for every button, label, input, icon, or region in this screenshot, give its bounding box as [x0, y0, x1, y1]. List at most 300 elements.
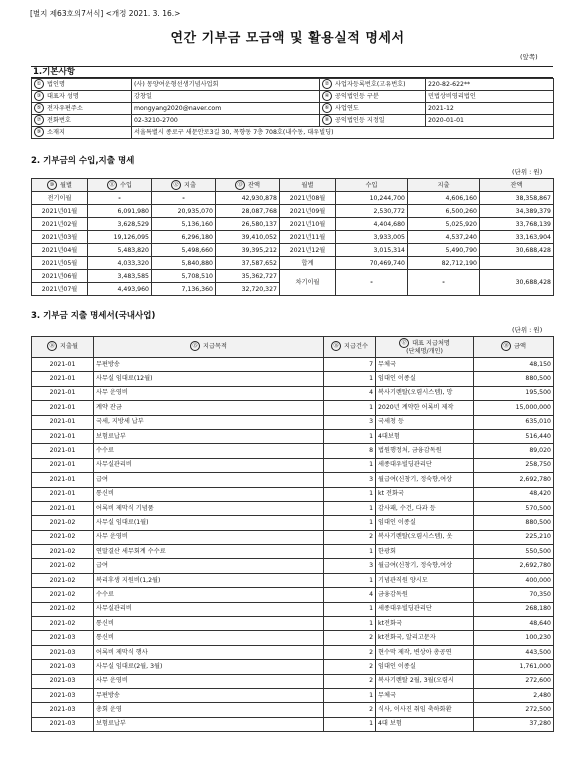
expense-purpose-text: 복리후생 지원비(1,2월) [96, 576, 161, 584]
expense-row [32, 473, 554, 487]
col-header-sub: (단체명/개인) [406, 348, 443, 355]
income-cell-text: 5,483,820 [117, 246, 149, 254]
month-cell-text: 2021년05월 [41, 259, 78, 267]
balance-cell [480, 205, 554, 218]
basic-info-row [32, 127, 554, 139]
expense-recipient-text: 4대보험 [378, 432, 400, 440]
expense-recipient [376, 501, 474, 515]
expense-purpose [94, 415, 324, 429]
basic-info-table [31, 78, 554, 139]
expense-purpose [94, 487, 324, 501]
field-value [426, 91, 554, 103]
expense-row [32, 559, 554, 573]
month-cell-text: 2021년04월 [41, 246, 78, 254]
expense-row [32, 444, 554, 458]
expense-amount [474, 458, 554, 472]
expense-recipient-text: 국세청 등 [378, 418, 404, 426]
expense-month-text: 2021-03 [49, 706, 76, 714]
income-cell [88, 192, 152, 205]
balance-cell-text: 37,587,652 [241, 259, 277, 267]
expense-cell-text: 5,136,160 [181, 220, 213, 228]
expense-purpose-text: 총회 운영 [96, 706, 122, 714]
expense-cell [152, 205, 216, 218]
expense-recipient-text: 세종대우빌딩관리단 [378, 605, 432, 613]
expense-month-text: 2021-01 [49, 375, 76, 383]
expense-recipient-text: kt전화국, 알리고문자 [378, 634, 436, 642]
expense-cell [152, 192, 216, 205]
expense-cell-text: 6,296,180 [181, 233, 213, 241]
expense-count-text: 1 [369, 691, 373, 699]
expense-row [32, 588, 554, 602]
field-value [426, 103, 554, 115]
col-header [32, 337, 94, 358]
expense-month [32, 386, 94, 400]
income-cell-text: 70,469,740 [369, 259, 405, 267]
expense-recipient [376, 458, 474, 472]
carry-balance-text: 30,688,428 [515, 279, 551, 286]
expense-amount [474, 501, 554, 515]
expense-month-text: 2021-02 [49, 518, 76, 526]
expense-amount [474, 473, 554, 487]
expense-count [324, 559, 376, 573]
expense-purpose-text: 통신비 [96, 490, 114, 498]
month-row [32, 231, 554, 244]
month-cell-text: 2021년08월 [289, 194, 326, 202]
expense-recipient-text: 복사기렌탈(오렴시스템), 옷 [378, 533, 453, 541]
section-income-unit: (단위 : 원) [512, 168, 543, 176]
expense-recipient [376, 444, 474, 458]
expense-count [324, 588, 376, 602]
expense-month-text: 2021-01 [49, 432, 76, 440]
expense-recipient [376, 372, 474, 386]
expense-recipient-text: 월급여(신창기, 정숙향,여상 [378, 475, 453, 483]
expense-count-text: 1 [369, 605, 373, 613]
balance-cell [480, 218, 554, 231]
expense-amount [474, 444, 554, 458]
expense-amount-text: 272,600 [525, 677, 551, 685]
expense-row [32, 573, 554, 587]
expense-amount-text: 268,180 [525, 605, 551, 613]
expense-row [32, 501, 554, 515]
balance-cell [480, 257, 554, 270]
expense-amount [474, 487, 554, 501]
expense-count [324, 358, 376, 372]
balance-cell-text: 32,720,327 [241, 285, 277, 293]
expense-cell [408, 218, 480, 231]
expense-month [32, 530, 94, 544]
expense-recipient [376, 559, 474, 573]
expense-purpose [94, 530, 324, 544]
page-side: (앞쪽) [520, 53, 538, 61]
month-row [32, 205, 554, 218]
month-cell-text: 2021년12월 [289, 246, 326, 254]
balance-cell-text: 34,389,379 [515, 207, 551, 215]
expense-count [324, 717, 376, 731]
balance-cell [216, 192, 280, 205]
income-cell-text: 4,033,320 [117, 259, 149, 267]
expense-recipient-text: 무체국 [378, 691, 396, 699]
expense-purpose [94, 372, 324, 386]
expense-month-text: 2021-03 [49, 720, 76, 728]
expense-recipient-text: 월급여(신창기, 정숙향,여상 [378, 562, 453, 570]
item-number-badge: ⑧ [322, 115, 332, 125]
expense-amount [474, 372, 554, 386]
expense-month [32, 487, 94, 501]
expense-amount [474, 602, 554, 616]
expense-purpose-text: 급여 [96, 562, 108, 570]
month-cell [32, 218, 88, 231]
item-number-badge: ⑨ [34, 127, 44, 137]
item-number-badge: ⑭ [47, 341, 57, 351]
income-cell-text: 4,493,960 [117, 285, 149, 293]
col-header [480, 179, 554, 192]
expense-purpose-text: 어록비 제막식 행사 [96, 648, 148, 656]
expense-amount-text: 443,500 [525, 648, 551, 656]
item-number-badge: ⑤ [34, 103, 44, 113]
expense-purpose-text: 통신비 [96, 634, 114, 642]
section-expense-title: 3. 기부금 지출 명세서(국내사업) [31, 311, 156, 321]
expense-month [32, 401, 94, 415]
field-value [132, 127, 554, 139]
expense-count-text: 2 [369, 634, 373, 642]
expense-month [32, 631, 94, 645]
expense-recipient-text: 감사패, 수건, 다과 등 [378, 504, 436, 512]
carry-income-text: - [370, 279, 373, 286]
expense-purpose [94, 545, 324, 559]
expense-month-text: 2021-02 [49, 605, 76, 613]
expense-recipient-text: 임대인 이종실 [378, 518, 416, 526]
expense-amount [474, 674, 554, 688]
expense-count [324, 401, 376, 415]
balance-cell [480, 192, 554, 205]
expense-purpose-text: 수수료 [96, 447, 114, 455]
expense-count-text: 1 [369, 504, 373, 512]
expense-recipient-text: 법원행정처, 금융감독원 [378, 447, 442, 455]
expense-purpose [94, 660, 324, 674]
income-cell [88, 283, 152, 296]
expense-row [32, 429, 554, 443]
expense-amount [474, 401, 554, 415]
carry-income [336, 270, 408, 296]
expense-month-text: 2021-01 [49, 475, 76, 483]
expense-count [324, 674, 376, 688]
expense-month [32, 458, 94, 472]
month-cell [280, 257, 336, 270]
expense-purpose-text: 사무 운영비 [96, 533, 128, 541]
expense-amount-text: 570,500 [525, 504, 551, 512]
expense-recipient-text: 임대인 이종실 [378, 662, 416, 670]
expense-count [324, 617, 376, 631]
expense-month-text: 2021-03 [49, 662, 76, 670]
expense-month [32, 501, 94, 515]
expense-row [32, 631, 554, 645]
expense-month [32, 688, 94, 702]
balance-cell [216, 283, 280, 296]
month-cell-text: 2021년02월 [41, 220, 78, 228]
expense-purpose-text: 국세, 지방세 납부 [96, 418, 144, 426]
expense-cell [152, 218, 216, 231]
income-cell [88, 205, 152, 218]
balance-cell [216, 231, 280, 244]
expense-month-text: 2021-01 [49, 360, 76, 368]
expense-month-text: 2021-02 [49, 619, 76, 627]
expense-recipient [376, 401, 474, 415]
col-header-text: 지출 [437, 181, 450, 189]
expense-count-text: 3 [369, 418, 373, 426]
expense-amount [474, 645, 554, 659]
expense-count-text: 3 [369, 475, 373, 483]
expense-amount-text: 2,692,780 [519, 475, 551, 483]
expense-count-text: 1 [369, 490, 373, 498]
expense-count [324, 573, 376, 587]
expense-amount [474, 617, 554, 631]
expense-amount-text: 272,500 [525, 706, 551, 714]
expense-purpose [94, 429, 324, 443]
expense-row [32, 545, 554, 559]
expense-purpose [94, 516, 324, 530]
expense-purpose [94, 473, 324, 487]
expense-purpose-text: 사무 운영비 [96, 389, 128, 397]
expense-cell [408, 205, 480, 218]
expense-recipient [376, 415, 474, 429]
expense-purpose [94, 386, 324, 400]
expense-cell-text: 20,935,070 [177, 207, 213, 215]
expense-row [32, 688, 554, 702]
expense-purpose-text: 급여 [96, 475, 108, 483]
col-header [408, 179, 480, 192]
field-value [132, 79, 320, 91]
expense-cell-text: 4,606,160 [445, 194, 477, 202]
expense-cell-text: 5,708,510 [181, 272, 213, 280]
item-number-badge: ① [34, 79, 44, 89]
expense-amount-text: 550,500 [525, 547, 551, 555]
expense-month [32, 674, 94, 688]
item-number-badge: ④ [322, 91, 332, 101]
expense-recipient-text: kt 전화국 [378, 490, 404, 498]
expense-count [324, 660, 376, 674]
expense-recipient-text: kt전화국 [378, 619, 402, 627]
expense-month-text: 2021-01 [49, 403, 76, 411]
expense-recipient-text: 세종대우빌딩관리단 [378, 461, 432, 469]
income-cell [88, 218, 152, 231]
col-header [88, 179, 152, 192]
expense-row [32, 386, 554, 400]
item-number-badge: ⑬ [235, 180, 245, 190]
month-cell-text: 2021년10월 [289, 220, 326, 228]
expense-cell [152, 257, 216, 270]
item-number-badge: ② [322, 79, 332, 89]
col-header [32, 179, 88, 192]
basic-info-row [32, 79, 554, 91]
expense-amount [474, 516, 554, 530]
expense-recipient [376, 688, 474, 702]
field-label [320, 79, 426, 91]
expense-row [32, 372, 554, 386]
expense-month-text: 2021-02 [49, 590, 76, 598]
expense-amount-text: 400,000 [525, 576, 551, 584]
field-value [132, 115, 320, 127]
income-cell [336, 231, 408, 244]
expense-month [32, 415, 94, 429]
expense-count-text: 8 [369, 447, 373, 455]
expense-month [32, 617, 94, 631]
header-row [32, 179, 554, 192]
col-header-text: 금액 [514, 343, 526, 350]
field-value-text: 2021-12 [428, 105, 454, 112]
field-label [320, 103, 426, 115]
form-reference: [별지 제63호의7서식] <개정 2021. 3. 16.> [30, 9, 181, 18]
expense-count-text: 2 [369, 648, 373, 656]
expense-recipient [376, 358, 474, 372]
income-cell [336, 218, 408, 231]
expense-count [324, 645, 376, 659]
expense-count-text: 4 [369, 389, 373, 397]
expense-amount [474, 559, 554, 573]
carry-label [280, 270, 336, 296]
basic-info-row [32, 91, 554, 103]
income-cell-text: 4,404,680 [373, 220, 405, 228]
expense-amount-text: 880,500 [525, 375, 551, 383]
month-cell [280, 218, 336, 231]
expense-count [324, 458, 376, 472]
expense-cell [408, 257, 480, 270]
expense-recipient [376, 703, 474, 717]
month-row [32, 192, 554, 205]
header-row [32, 337, 554, 358]
expense-purpose [94, 501, 324, 515]
expense-count-text: 1 [369, 720, 373, 728]
field-value [132, 91, 320, 103]
expense-amount-text: 37,280 [529, 720, 551, 728]
expense-recipient [376, 530, 474, 544]
expense-purpose [94, 559, 324, 573]
month-row [32, 270, 554, 283]
expense-count-text: 2 [369, 706, 373, 714]
expense-purpose [94, 645, 324, 659]
expense-count [324, 487, 376, 501]
section-basic-title: 1.기본사항 [31, 66, 553, 78]
expense-cell-text: - [182, 194, 185, 202]
expense-count-text: 2 [369, 677, 373, 685]
balance-cell [216, 244, 280, 257]
expense-count-text: 2 [369, 533, 373, 541]
item-number-badge: ⑫ [171, 180, 181, 190]
expense-recipient-text: 기념관직원 양시모 [378, 576, 428, 584]
income-cell [336, 257, 408, 270]
expense-amount [474, 530, 554, 544]
expense-recipient [376, 516, 474, 530]
income-cell-text: 6,091,980 [117, 207, 149, 215]
expense-amount-text: 15,000,000 [515, 403, 551, 411]
expense-count [324, 473, 376, 487]
expense-month [32, 358, 94, 372]
expense-amount [474, 573, 554, 587]
expense-purpose-text: 사무실관리비 [96, 605, 132, 613]
expense-count [324, 429, 376, 443]
expense-amount [474, 358, 554, 372]
expense-cell-text: 7,136,360 [181, 285, 213, 293]
col-header [336, 179, 408, 192]
expense-purpose [94, 602, 324, 616]
expense-row [32, 516, 554, 530]
expense-month-text: 2021-02 [49, 562, 76, 570]
col-header-text: 잔액 [248, 181, 260, 189]
field-value [426, 79, 554, 91]
item-number-badge: ⑱ [501, 341, 511, 351]
income-cell [88, 257, 152, 270]
expense-detail-table [31, 336, 554, 732]
expense-row [32, 674, 554, 688]
expense-month [32, 703, 94, 717]
expense-purpose-text: 무편방송 [96, 360, 120, 368]
expense-count [324, 516, 376, 530]
expense-amount-text: 880,500 [525, 518, 551, 526]
income-expense-table [31, 178, 554, 296]
expense-recipient [376, 545, 474, 559]
balance-cell-text: 42,930,878 [241, 194, 277, 202]
expense-count [324, 631, 376, 645]
col-header-text: 잔액 [510, 181, 523, 189]
month-cell [32, 231, 88, 244]
field-label-text: 사업연도 [335, 105, 359, 112]
expense-recipient-text: 4대 보험 [378, 720, 402, 728]
expense-row [32, 530, 554, 544]
expense-amount-text: 225,210 [525, 533, 551, 541]
expense-count [324, 372, 376, 386]
col-header [152, 179, 216, 192]
expense-amount-text: 2,692,780 [519, 562, 551, 570]
expense-month-text: 2021-01 [49, 418, 76, 426]
col-header [280, 179, 336, 192]
expense-purpose-text: 연말결산 세무회계 수수료 [96, 547, 166, 555]
section-expense-unit: (단위 : 원) [512, 326, 543, 334]
expense-count [324, 545, 376, 559]
carry-expense [408, 270, 480, 296]
expense-amount-text: 100,230 [525, 634, 551, 642]
expense-month [32, 645, 94, 659]
col-header-text: 수입 [120, 181, 132, 189]
expense-month-text: 2021-01 [49, 490, 76, 498]
field-label [320, 91, 426, 103]
income-cell-text: 3,933,005 [373, 233, 405, 241]
expense-month-text: 2021-02 [49, 533, 76, 541]
expense-count [324, 602, 376, 616]
expense-cell [408, 231, 480, 244]
expense-amount-text: 48,150 [529, 360, 551, 368]
field-label [32, 91, 132, 103]
expense-recipient [376, 588, 474, 602]
income-cell-text: 2,530,772 [373, 207, 405, 215]
field-label-text: 전자우편주소 [47, 105, 83, 112]
expense-month-text: 2021-02 [49, 547, 76, 555]
col-header-text: 지출 [184, 181, 196, 189]
expense-recipient [376, 674, 474, 688]
expense-amount-text: 48,640 [529, 619, 551, 627]
expense-count-text: 2 [369, 662, 373, 670]
month-cell-text: 2021년01월 [41, 207, 78, 215]
balance-cell [216, 205, 280, 218]
expense-cell-text: 5,490,790 [445, 246, 477, 254]
month-row [32, 257, 554, 270]
month-cell [32, 270, 88, 283]
expense-month [32, 602, 94, 616]
income-cell-text: 19,126,095 [113, 233, 149, 241]
balance-cell-text: 39,395,212 [241, 246, 277, 254]
expense-recipient [376, 645, 474, 659]
expense-month [32, 559, 94, 573]
expense-amount [474, 588, 554, 602]
expense-amount [474, 703, 554, 717]
